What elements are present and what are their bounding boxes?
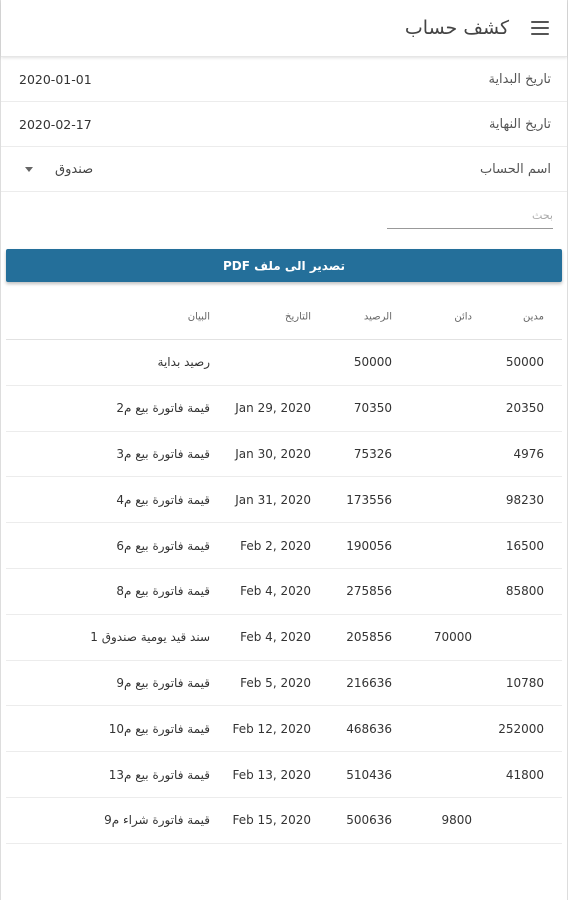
- cell-description: قيمة فاتورة بيع م6: [116, 538, 210, 553]
- table-row[interactable]: [6, 432, 562, 478]
- cell-description: قيمة فاتورة شراء م9: [104, 813, 210, 828]
- cell-balance: 75326: [353, 446, 392, 461]
- cell-debit: 252000: [498, 721, 544, 736]
- app-header: [1, 0, 567, 57]
- cell-balance: 510436: [346, 767, 392, 782]
- cell-debit: 16500: [505, 538, 544, 553]
- header-credit: دائن: [454, 311, 472, 322]
- table-row[interactable]: [6, 661, 562, 707]
- cell-date: Feb 5, 2020: [240, 675, 311, 690]
- export-pdf-button[interactable]: تصدير الى ملف PDF: [6, 249, 562, 282]
- page-title: كشف حساب: [404, 17, 509, 39]
- cell-balance: 173556: [346, 492, 392, 507]
- search-input[interactable]: [387, 202, 553, 229]
- cell-date: Jan 29, 2020: [235, 401, 311, 416]
- cell-description: قيمة فاتورة بيع م13: [108, 767, 210, 782]
- cell-description: قيمة فاتورة بيع م10: [108, 721, 210, 736]
- cell-description: قيمة فاتورة بيع م8: [116, 584, 210, 599]
- cell-balance: 190056: [346, 538, 392, 553]
- header-description: البيان: [187, 311, 210, 322]
- hamburger-icon[interactable]: [531, 21, 549, 35]
- cell-debit: 50000: [505, 355, 544, 370]
- cell-description: قيمة فاتورة بيع م2: [116, 401, 210, 416]
- table-header: [6, 294, 562, 340]
- header-debit: مدين: [522, 311, 544, 322]
- start-date-row[interactable]: [1, 57, 567, 102]
- cell-credit: 9800: [441, 813, 472, 828]
- cell-balance: 70350: [353, 401, 392, 416]
- end-date-row[interactable]: [1, 102, 567, 147]
- table-row[interactable]: [6, 477, 562, 523]
- cell-debit: 20350: [505, 401, 544, 416]
- table-row[interactable]: [6, 523, 562, 569]
- cell-date: Feb 2, 2020: [240, 538, 311, 553]
- cell-balance: 50000: [353, 355, 392, 370]
- cell-balance: 275856: [346, 584, 392, 599]
- account-select[interactable]: [19, 162, 93, 177]
- cell-description: سند قيد يومية صندوق 1: [90, 630, 210, 645]
- cell-date: Jan 30, 2020: [235, 446, 311, 461]
- table-row[interactable]: [6, 340, 562, 386]
- account-select-value: صندوق: [55, 161, 94, 177]
- search-row: [1, 192, 567, 248]
- cell-debit: 98230: [505, 492, 544, 507]
- end-date-value[interactable]: 2020-02-17: [19, 116, 92, 132]
- cell-date: Feb 15, 2020: [232, 813, 311, 828]
- cell-date: Feb 4, 2020: [240, 584, 311, 599]
- header-date: التاريخ: [285, 311, 311, 322]
- table-row[interactable]: [6, 752, 562, 798]
- cell-description: قيمة فاتورة بيع م9: [116, 675, 210, 690]
- table-row[interactable]: [6, 386, 562, 432]
- cell-debit: 41800: [505, 767, 544, 782]
- start-date-value[interactable]: 2020-01-01: [19, 71, 92, 87]
- table-row[interactable]: [6, 798, 562, 844]
- cell-balance: 216636: [346, 675, 392, 690]
- cell-credit: 70000: [433, 630, 472, 645]
- cell-debit: 4976: [513, 446, 544, 461]
- cell-balance: 468636: [346, 721, 392, 736]
- table-row[interactable]: [6, 569, 562, 615]
- cell-balance: 500636: [346, 813, 392, 828]
- header-balance: الرصيد: [363, 311, 392, 322]
- cell-date: Feb 4, 2020: [240, 630, 311, 645]
- caret-down-icon: [25, 167, 33, 172]
- cell-date: Feb 13, 2020: [232, 767, 311, 782]
- end-date-label: تاريخ النهاية: [488, 116, 551, 132]
- account-name-label: اسم الحساب: [479, 161, 551, 177]
- cell-date: Feb 12, 2020: [232, 721, 311, 736]
- cell-balance: 205856: [346, 630, 392, 645]
- statement-table: [6, 294, 562, 844]
- cell-description: قيمة فاتورة بيع م4: [116, 492, 210, 507]
- cell-date: Jan 31, 2020: [235, 492, 311, 507]
- cell-description: رصيد بداية: [157, 355, 210, 370]
- table-row[interactable]: [6, 706, 562, 752]
- start-date-label: تاريخ البداية: [488, 71, 551, 87]
- cell-description: قيمة فاتورة بيع م3: [116, 446, 210, 461]
- cell-debit: 85800: [505, 584, 544, 599]
- cell-debit: 10780: [505, 675, 544, 690]
- table-row[interactable]: [6, 615, 562, 661]
- account-name-row[interactable]: [1, 147, 567, 192]
